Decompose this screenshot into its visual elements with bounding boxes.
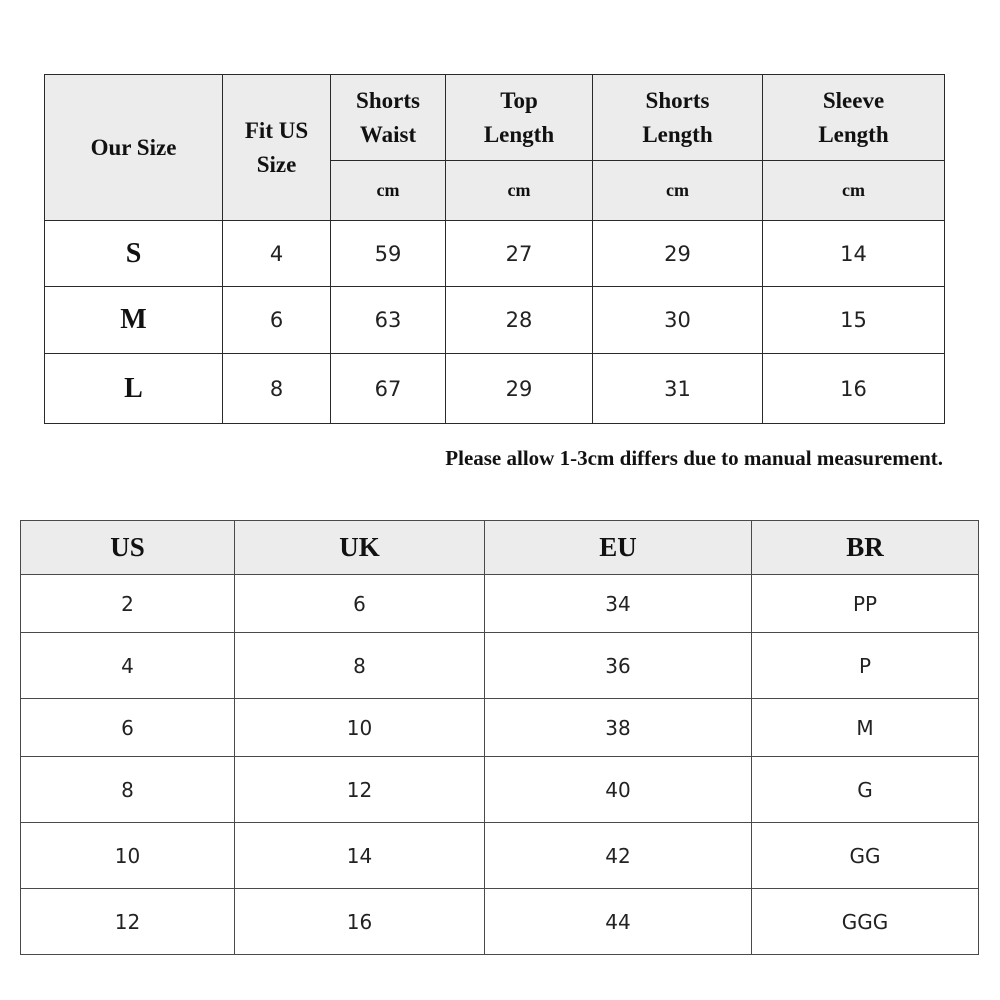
table-row [21, 575, 979, 633]
header-shorts-length-line2: Length [642, 121, 713, 147]
header-br: BR [752, 521, 979, 575]
header-shorts-length-line1: Shorts [645, 88, 710, 114]
eu-value: 42 [485, 823, 752, 889]
header-our-size [45, 75, 223, 221]
us-value: 4 [21, 633, 235, 699]
size-label: S [45, 221, 223, 287]
header-sleeve-length-line2: Length [818, 121, 889, 147]
eu-value: 44 [485, 889, 752, 955]
size-label: L [45, 354, 223, 424]
uk-value: 10 [235, 699, 485, 757]
unit-sleeve-length: cm [763, 161, 945, 221]
conversion-header-row [21, 521, 979, 575]
header-top-length [446, 75, 593, 161]
header-shorts-length [593, 75, 763, 161]
table-row [21, 699, 979, 757]
unit-shorts-length: cm [593, 161, 763, 221]
shorts-waist-value: 67 [331, 354, 446, 424]
header-sleeve-length-line1: Sleeve [822, 88, 885, 114]
header-us: US [21, 521, 235, 575]
eu-value: 36 [485, 633, 752, 699]
header-top-length-line2: Length [483, 121, 555, 147]
br-value: P [752, 633, 979, 699]
br-value: PP [752, 575, 979, 633]
header-fit-us-line2: Size [256, 151, 297, 177]
us-value: 6 [21, 699, 235, 757]
shorts-waist-value: 63 [331, 287, 446, 354]
table-row [21, 757, 979, 823]
uk-value: 8 [235, 633, 485, 699]
header-shorts-waist [331, 75, 446, 161]
us-value: 10 [21, 823, 235, 889]
eu-value: 38 [485, 699, 752, 757]
header-uk: UK [235, 521, 485, 575]
br-value: G [752, 757, 979, 823]
header-eu: EU [485, 521, 752, 575]
size-measurement-table [44, 74, 945, 424]
us-value: 12 [21, 889, 235, 955]
header-our-size-label: Our Size [90, 134, 177, 160]
header-sleeve-length [763, 75, 945, 161]
uk-value: 12 [235, 757, 485, 823]
fit-us-value: 6 [223, 287, 331, 354]
uk-value: 6 [235, 575, 485, 633]
size-label: M [45, 287, 223, 354]
uk-value: 16 [235, 889, 485, 955]
header-fit-us-line1: Fit US [244, 118, 309, 144]
size-conversion-table [20, 520, 979, 955]
table-row [45, 221, 945, 287]
shorts-length-value: 30 [593, 287, 763, 354]
header-fit-us-size [223, 75, 331, 221]
table-row [21, 633, 979, 699]
measurement-note: Please allow 1-3cm differs due to manual measurement. [445, 446, 943, 470]
us-value: 2 [21, 575, 235, 633]
shorts-length-value: 31 [593, 354, 763, 424]
table-row [21, 823, 979, 889]
table-row [45, 287, 945, 354]
sleeve-length-value: 15 [763, 287, 945, 354]
sleeve-length-value: 16 [763, 354, 945, 424]
us-value: 8 [21, 757, 235, 823]
br-value: GGG [752, 889, 979, 955]
br-value: GG [752, 823, 979, 889]
fit-us-value: 8 [223, 354, 331, 424]
br-value: M [752, 699, 979, 757]
uk-value: 14 [235, 823, 485, 889]
unit-top-length: cm [446, 161, 593, 221]
table-row [21, 889, 979, 955]
fit-us-value: 4 [223, 221, 331, 287]
top-length-value: 28 [446, 287, 593, 354]
sleeve-length-value: 14 [763, 221, 945, 287]
header-top-length-line1: Top [500, 88, 538, 114]
eu-value: 40 [485, 757, 752, 823]
top-length-value: 27 [446, 221, 593, 287]
shorts-length-value: 29 [593, 221, 763, 287]
header-shorts-waist-line2: Waist [359, 121, 417, 147]
eu-value: 34 [485, 575, 752, 633]
unit-shorts-waist: cm [331, 161, 446, 221]
shorts-waist-value: 59 [331, 221, 446, 287]
header-shorts-waist-line1: Shorts [356, 88, 420, 114]
top-length-value: 29 [446, 354, 593, 424]
table-row [45, 354, 945, 424]
